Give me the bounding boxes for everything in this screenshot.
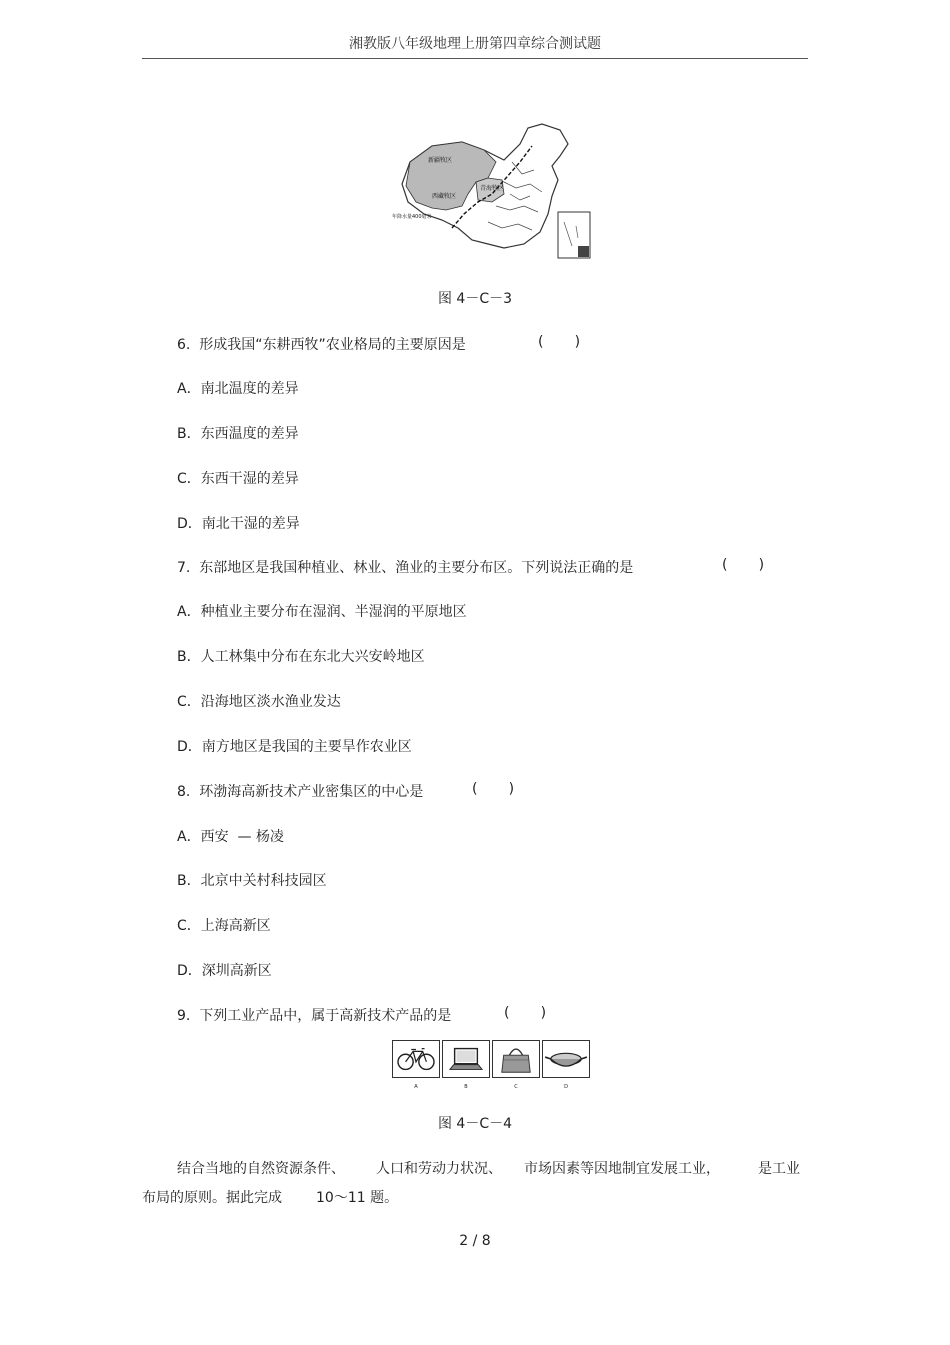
question-6-answer-paren: ( ) <box>538 334 581 350</box>
product-b-image <box>442 1040 490 1078</box>
map-label-xinjiang: 新疆牧区 <box>428 157 453 164</box>
question-8-option-d: D．深圳高新区 <box>177 963 272 979</box>
question-9-stem: 9. 下列工业产品中，属于高新技术产品的是 <box>177 1008 452 1024</box>
intro-part-3: 市场因素等因地制宜发展工业， <box>524 1161 720 1177</box>
laptop-icon <box>443 1041 489 1077</box>
product-b-label: B <box>464 1084 468 1090</box>
bicycle-icon <box>393 1041 439 1077</box>
intro-part-1: 结合当地的自然资源条件、 <box>177 1161 345 1177</box>
intro-part-4: 是工业 <box>758 1161 800 1177</box>
china-agriculture-map <box>392 122 596 262</box>
question-7-answer-paren: ( ) <box>722 557 765 573</box>
page-header-title: 湘教版八年级地理上册第四章综合测试题 <box>349 36 601 52</box>
intro-line2-part-2: 10～11 题。 <box>316 1190 399 1206</box>
map-label-xizang: 西藏牧区 <box>432 193 457 200</box>
question-8-option-b: B．北京中关村科技园区 <box>177 873 327 889</box>
question-7-option-b: B．人工林集中分布在东北大兴安岭地区 <box>177 649 425 665</box>
question-7-option-c: C．沿海地区淡水渔业发达 <box>177 694 341 710</box>
question-9-answer-paren: ( ) <box>504 1005 547 1021</box>
question-8-option-a: A．西安 — 杨凌 <box>177 829 284 845</box>
question-6-option-d: D．南北干湿的差异 <box>177 516 300 532</box>
map-label-isohyet: 年降水量400毫米 <box>392 214 432 220</box>
handbag-icon <box>493 1041 539 1077</box>
question-7-option-d: D．南方地区是我国的主要旱作农业区 <box>177 739 412 755</box>
figure-caption-4-c-4: 图 4－C－4 <box>437 1116 513 1132</box>
question-7-option-a: A．种植业主要分布在湿润、半湿润的平原地区 <box>177 604 467 620</box>
question-6-option-b: B．东西温度的差异 <box>177 426 299 442</box>
question-7-stem: 7. 东部地区是我国种植业、林业、渔业的主要分布区。下列说法正确的是 <box>177 560 634 576</box>
wok-icon <box>543 1041 589 1077</box>
header-rule <box>142 58 808 59</box>
product-d-image <box>542 1040 590 1078</box>
question-8-answer-paren: ( ) <box>472 781 515 797</box>
page-number: 2 / 8 <box>459 1233 491 1249</box>
question-8-option-c: C．上海高新区 <box>177 918 271 934</box>
product-c-image <box>492 1040 540 1078</box>
intro-line2-part-1: 布局的原则。据此完成 <box>142 1190 282 1206</box>
product-c-label: C <box>514 1084 518 1090</box>
question-6-stem: 6. 形成我国“东耕西牧”农业格局的主要原因是 <box>177 337 466 353</box>
product-a-label: A <box>414 1084 418 1090</box>
map-label-qinghai: 青海牧区 <box>480 185 505 192</box>
product-a-image <box>392 1040 440 1078</box>
product-d-label: D <box>564 1084 568 1090</box>
intro-part-2: 人口和劳动力状况、 <box>376 1161 502 1177</box>
question-6-option-a: A．南北温度的差异 <box>177 381 299 397</box>
figure-caption-4-c-3: 图 4－C－3 <box>437 291 513 307</box>
question-6-option-c: C．东西干湿的差异 <box>177 471 299 487</box>
question-8-stem: 8. 环渤海高新技术产业密集区的中心是 <box>177 784 424 800</box>
